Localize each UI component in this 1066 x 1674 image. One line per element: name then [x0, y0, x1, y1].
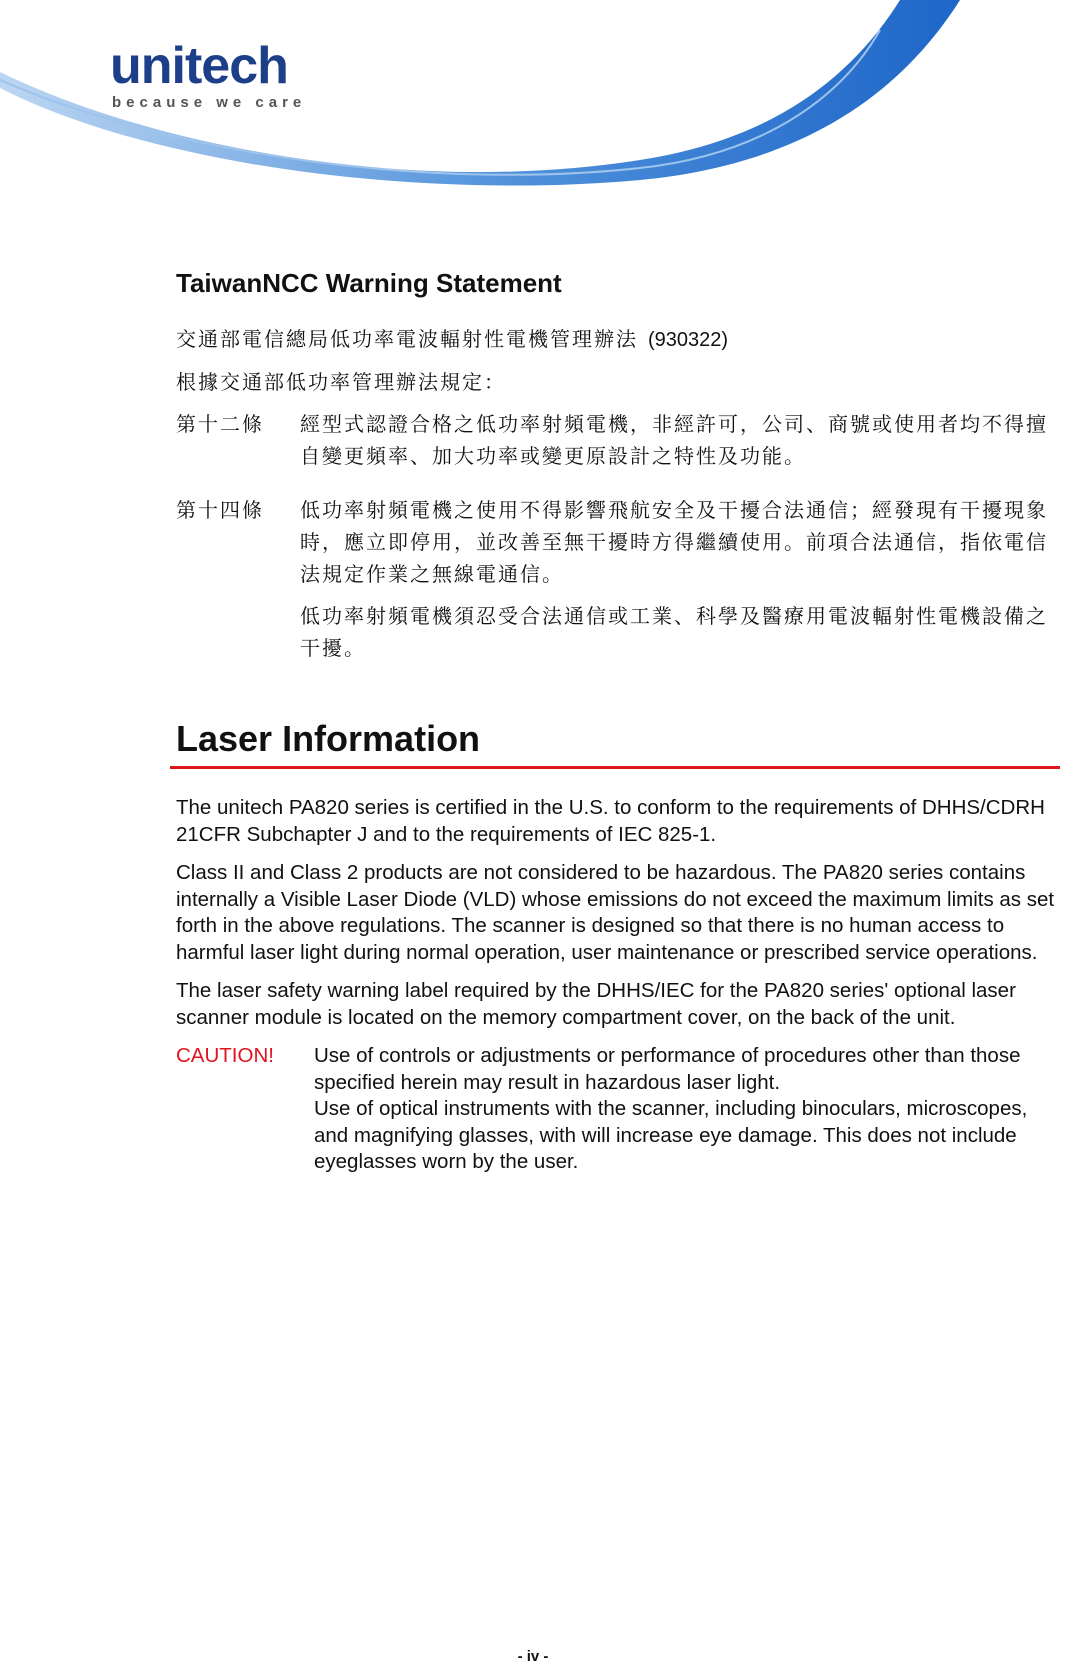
laser-paragraph-certification: The unitech PA820 series is certified in the U.S. to conform to the requirements of DHHS/CDRH 21CFR Subchapter J and to the requirements of IEC 825-1.	[176, 796, 1045, 846]
ncc-regulation-intro: 根據交通部低功率管理辦法規定：	[176, 370, 506, 394]
caution-label: CAUTION!	[176, 1044, 274, 1067]
article-12	[176, 408, 1056, 482]
caution-text-optical: Use of optical instruments with the scanner, including binoculars, microscopes, and magnifying glasses, with will increase eye damage. This does not include eyeglasses worn by the user.	[314, 1097, 1028, 1173]
ncc-statement	[176, 323, 1056, 674]
caution-text-controls: Use of controls or adjustments or performance of procedures other than those specified herein may result in hazardous laser light.	[314, 1044, 1021, 1094]
laser-paragraph-label: The laser safety warning label required by the DHHS/IEC for the PA820 series' optional laser scanner module is located on the memory compartment cover, on the back of the unit.	[176, 979, 1016, 1029]
laser-heading: Laser Information	[176, 718, 481, 759]
unitech-logo	[110, 37, 307, 111]
article-paragraph: 低功率射頻電機之使用不得影響飛航安全及干擾合法通信；經發現有干擾現象時，應立即停用，並改善至無干擾時方得繼續使用。前項合法通信，指依電信法規定作業之無線電通信。	[300, 498, 1048, 586]
article-body	[300, 408, 1056, 482]
page-number: - iv -	[517, 1648, 549, 1665]
ncc-regulation-title	[176, 323, 1056, 356]
caution-body	[314, 1043, 1056, 1176]
logo-wordmark: unitech	[110, 37, 288, 95]
ncc-heading: TaiwanNCC Warning Statement	[176, 268, 562, 298]
caution-block	[176, 1043, 1056, 1176]
article-paragraph: 低功率射頻電機須忍受合法通信或工業、科學及醫療用電波輻射性電機設備之干擾。	[300, 604, 1048, 660]
article-14	[176, 494, 1056, 674]
page-content	[176, 268, 1056, 1176]
article-label: 第十二條	[176, 412, 264, 436]
laser-paragraph-class: Class II and Class 2 products are not considered to be hazardous. The PA820 series contains internally a Visible Laser Diode (VLD) whose emissions do not exceed the maximum limits as set forth in the above regulations. The scanner is designed so that there is no human access to harmful laser light during normal operation, user maintenance or prescribed service operations.	[176, 861, 1055, 964]
article-label: 第十四條	[176, 498, 264, 522]
regulation-number: (930322)	[648, 329, 729, 351]
article-paragraph: 經型式認證合格之低功率射頻電機，非經許可，公司、商號或使用者均不得擅自變更頻率、加大功率或變更原設計之特性及功能。	[300, 412, 1048, 468]
regulation-name: 交通部電信總局低功率電波輻射性電機管理辦法	[176, 327, 638, 351]
logo-tagline: because we care	[112, 94, 307, 111]
heading-rule	[170, 766, 1060, 769]
article-body	[300, 494, 1056, 674]
